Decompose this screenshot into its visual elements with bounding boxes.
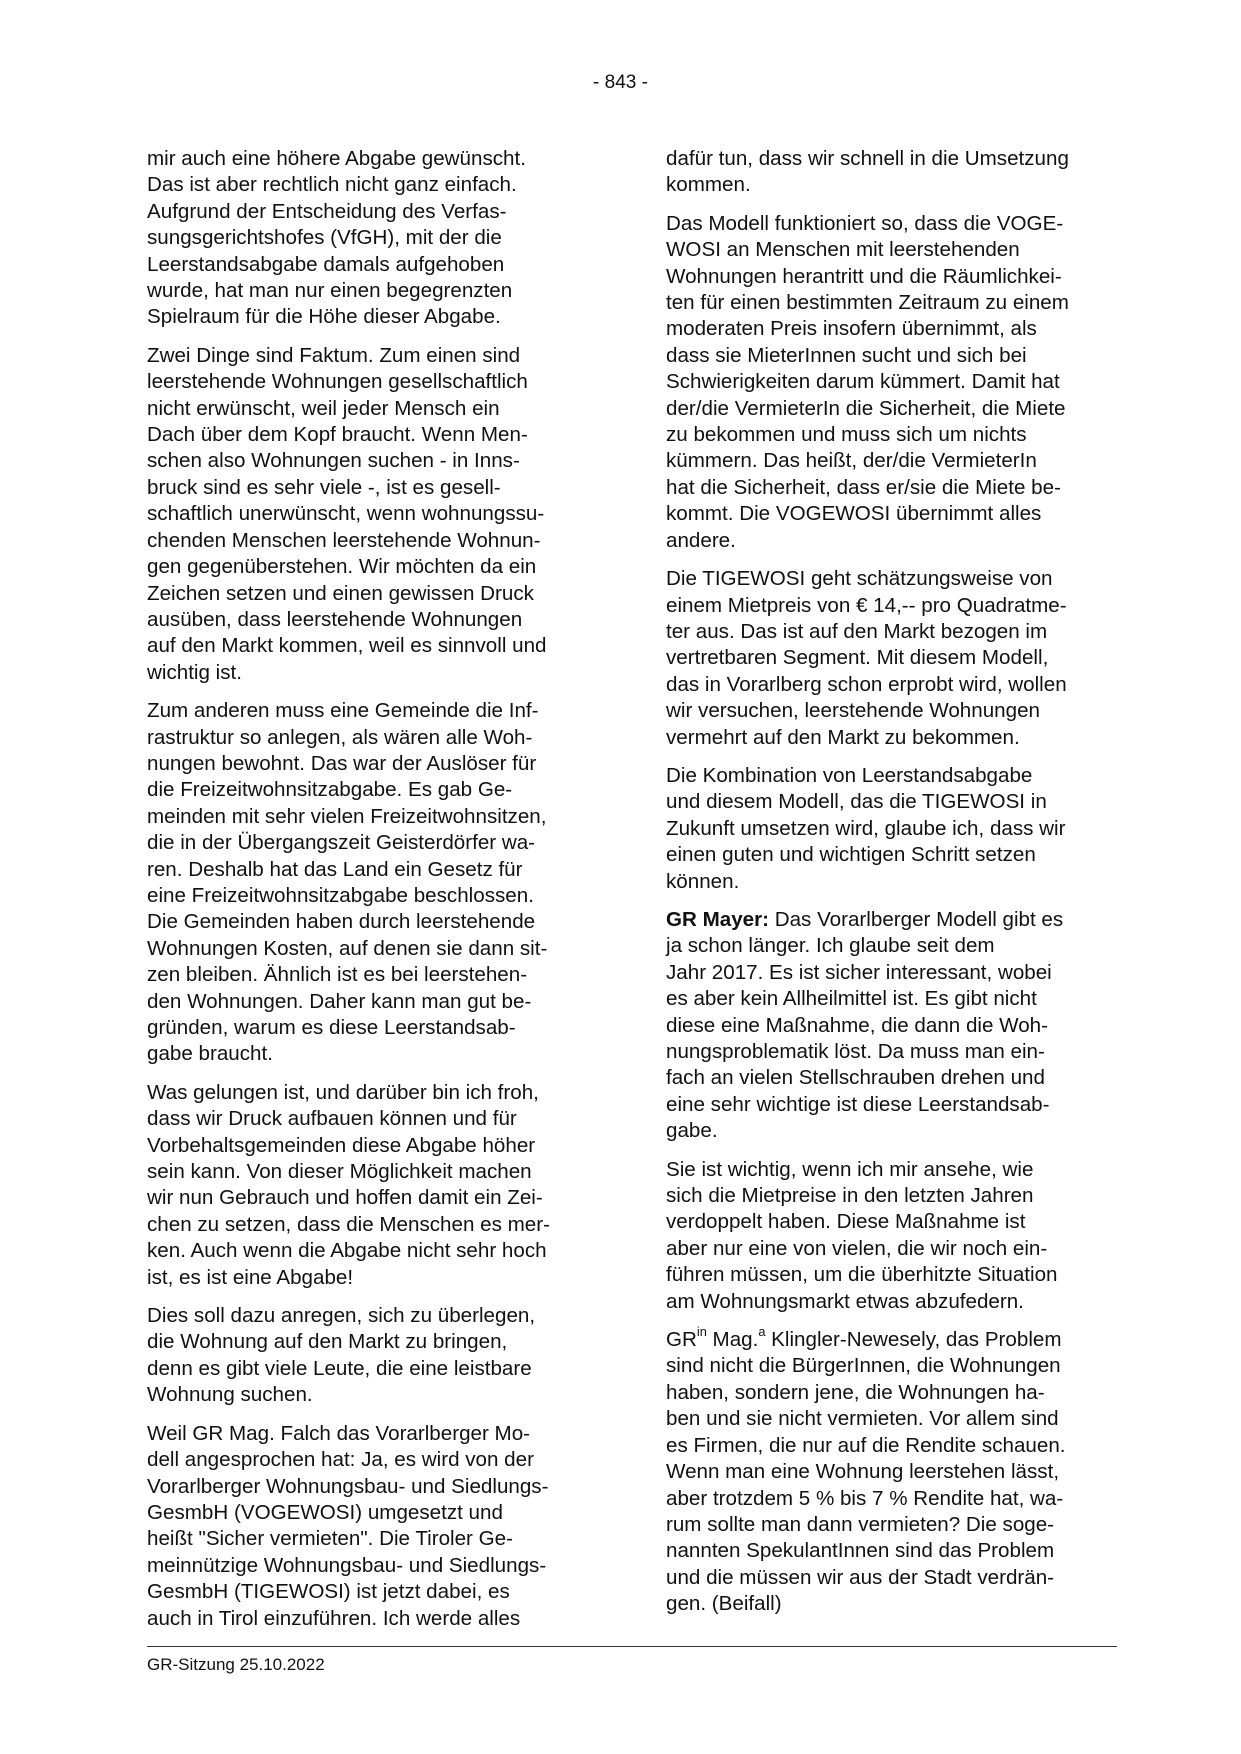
text-line: Wenn man eine Wohnung leerstehen lässt, [666, 1460, 1060, 1484]
text-line: Wohnung suchen. [147, 1383, 313, 1407]
page-number: - 843 - [593, 72, 648, 93]
paragraph [666, 566, 1106, 751]
text-line: Zeichen setzen und einen gewissen Druck [147, 581, 534, 605]
text-line: meinden mit sehr vielen Freizeitwohnsitzen, [147, 804, 547, 828]
paragraph [147, 1303, 587, 1409]
text-line: können. [666, 869, 740, 893]
text-line: heißt "Sicher vermieten". Die Tiroler Ge- [147, 1527, 513, 1551]
text-line: schaftlich unerwünscht, wenn wohnungssu- [147, 502, 545, 526]
text-line: fach an vielen Stellschrauben drehen und [666, 1066, 1045, 1090]
text-line: haben, sondern jene, die Wohnungen ha- [666, 1380, 1045, 1404]
text-line: ren. Deshalb hat das Land ein Gesetz für [147, 857, 523, 881]
paragraph [147, 1421, 587, 1632]
paragraph [147, 698, 587, 1068]
text-line: einem Mietpreis von € 14,-- pro Quadratme- [666, 593, 1067, 617]
text-line: sind nicht die BürgerInnen, die Wohnungen [666, 1354, 1061, 1378]
footer-divider [147, 1646, 1117, 1647]
text-line: dass wir Druck aufbauen können und für [147, 1107, 517, 1131]
text-line: es Firmen, die nur auf die Rendite schauen. [666, 1433, 1066, 1457]
text-line: dass sie MieterInnen sucht und sich bei [666, 343, 1027, 367]
text-line: hat die Sicherheit, dass er/sie die Miete be- [666, 475, 1061, 499]
text-line: wir nun Gebrauch und hoffen damit ein Zei- [147, 1186, 543, 1210]
title-mag-sup: a [758, 1324, 766, 1340]
text-line: ten für einen bestimmten Zeitraum zu einem [666, 291, 1069, 315]
text-line: Wohnungen herantritt und die Räumlichkei- [666, 264, 1062, 288]
title-mag: Mag. [706, 1328, 759, 1352]
text-line: auch in Tirol einzuführen. Ich werde alles [147, 1606, 521, 1630]
text-line: Vorbehaltsgemeinden diese Abgabe höher [147, 1133, 536, 1157]
text-line: Schwierigkeiten darum kümmert. Damit hat [666, 370, 1060, 394]
paragraph [147, 1080, 587, 1291]
text-line: nannten SpekulantInnen sind das Problem [666, 1539, 1055, 1563]
text-line: Wohnungen Kosten, auf denen sie dann sit- [147, 936, 548, 960]
text-line: Zum anderen muss eine Gemeinde die Inf- [147, 699, 539, 723]
text-line: diese eine Maßnahme, die dann die Woh- [666, 1013, 1048, 1037]
title-gr-sup: in [696, 1324, 707, 1340]
title-gr: GR [666, 1328, 697, 1352]
paragraph [666, 1324, 1106, 1617]
text-line: ja schon länger. Ich glaube seit dem [666, 934, 995, 958]
text-line: kommt. Die VOGEWOSI übernimmt alles [666, 502, 1042, 526]
text-line: führen müssen, um die überhitzte Situation [666, 1263, 1058, 1287]
text-line: rastruktur so anlegen, als wären alle Woh- [147, 725, 533, 749]
text-line: leerstehende Wohnungen gesellschaftlich [147, 370, 528, 394]
text-line: kümmern. Das heißt, der/die VermieterIn [666, 449, 1037, 473]
text-line: nungen bewohnt. Das war der Auslöser für [147, 751, 537, 775]
footer-session-date: GR-Sitzung 25.10.2022 [147, 1655, 325, 1674]
text-line: und diesem Modell, das die TIGEWOSI in [666, 790, 1047, 814]
text-line: bruck sind es sehr viele -, ist es gesell- [147, 475, 501, 499]
addressee-text: Klingler-Newesely, das Problem [765, 1328, 1062, 1352]
text-line: Die TIGEWOSI geht schätzungsweise von [666, 567, 1053, 591]
text-line: chenden Menschen leerstehende Wohnun- [147, 528, 541, 552]
text-line: gründen, warum es diese Leerstandsab- [147, 1016, 516, 1039]
text-line: dell angesprochen hat: Ja, es wird von der [147, 1448, 534, 1472]
text-line: chen zu setzen, dass die Menschen es mer- [147, 1212, 550, 1236]
text-line: aber nur eine von vielen, die wir noch ein- [666, 1236, 1048, 1260]
text-line: sich die Mietpreise in den letzten Jahren [666, 1184, 1034, 1208]
paragraph [147, 343, 587, 686]
text-line: das in Vorarlberg schon erprobt wird, wollen [666, 672, 1067, 696]
text-line: Die Gemeinden haben durch leerstehende [147, 910, 536, 934]
text-line: moderaten Preis insofern übernimmt, als [666, 317, 1037, 341]
text-line: eine Freizeitwohnsitzabgabe beschlossen. [147, 883, 534, 907]
text-line: GesmbH (VOGEWOSI) umgesetzt und [147, 1500, 503, 1524]
text-line: ter aus. Das ist auf den Markt bezogen im [666, 619, 1048, 643]
text-line: nicht erwünscht, weil jeder Mensch ein [147, 396, 500, 420]
text-line: mir auch eine höhere Abgabe gewünscht. [147, 147, 526, 170]
text-line: gabe. [666, 1119, 718, 1143]
text-line: wichtig ist. [147, 660, 242, 684]
text-line: Jahr 2017. Es ist sicher interessant, wobei [666, 960, 1052, 984]
text-line: ben und sie nicht vermieten. Vor allem sind [666, 1407, 1059, 1431]
paragraph [147, 146, 587, 331]
text-line: schen also Wohnungen suchen - in Inns- [147, 449, 520, 473]
text-line: eine sehr wichtige ist diese Leerstandsab- [666, 1092, 1050, 1116]
left-column [147, 146, 587, 1644]
text-line: Zukunft umsetzen wird, glaube ich, dass wir [666, 816, 1066, 840]
text-line: andere. [666, 528, 736, 552]
speaker-paragraph [666, 907, 1106, 1145]
text-line: Weil GR Mag. Falch das Vorarlberger Mo- [147, 1421, 531, 1445]
text-line: Was gelungen ist, und darüber bin ich froh, [147, 1080, 539, 1104]
text-line: ausüben, dass leerstehende Wohnungen [147, 607, 523, 631]
text-line: aber trotzdem 5 % bis 7 % Rendite hat, wa- [666, 1486, 1064, 1510]
text-line: die Freizeitwohnsitzabgabe. Es gab Ge- [147, 778, 513, 802]
text-line: vertretbaren Segment. Mit diesem Modell, [666, 646, 1049, 670]
text-line: Die Kombination von Leerstandsabgabe [666, 763, 1033, 787]
text-line: Sie ist wichtig, wenn ich mir ansehe, wie [666, 1157, 1034, 1181]
text-line: Leerstandsabgabe damals aufgehoben [147, 252, 505, 276]
text-line: ist, es ist eine Abgabe! [147, 1265, 354, 1289]
text-line: am Wohnungsmarkt etwas abzufedern. [666, 1289, 1024, 1313]
paragraph [666, 211, 1106, 554]
paragraph [666, 146, 1106, 199]
text-line: Das Modell funktioniert so, dass die VOGE- [666, 211, 1064, 235]
text-line: einen guten und wichtigen Schritt setzen [666, 843, 1036, 867]
text-line: zu bekommen und muss sich um nichts [666, 423, 1027, 447]
text-line: vermehrt auf den Markt zu bekommen. [666, 725, 1020, 749]
text-line: auf den Markt kommen, weil es sinnvoll und [147, 634, 547, 658]
text-line: nungsproblematik löst. Da muss man ein- [666, 1040, 1045, 1063]
text-line: ken. Auch wenn die Abgabe nicht sehr hoch [147, 1239, 547, 1263]
text-line: WOSI an Menschen mit leerstehenden [666, 238, 1020, 262]
text-line [666, 1324, 1106, 1353]
speaker-name: GR Mayer: [666, 907, 769, 931]
text-line: Aufgrund der Entscheidung des Verfas- [147, 199, 507, 223]
text-line: sein kann. Von dieser Möglichkeit machen [147, 1160, 532, 1184]
text-line: die Wohnung auf den Markt zu bringen, [147, 1330, 508, 1354]
text-line: Spielraum für die Höhe dieser Abgabe. [147, 305, 501, 329]
text-line: wurde, hat man nur einen begegrenzten [147, 279, 513, 303]
text-line: Zwei Dinge sind Faktum. Zum einen sind [147, 343, 521, 367]
speaker-text: Das Vorarlberger Modell gibt es [769, 907, 1064, 931]
text-line: Vorarlberger Wohnungsbau- und Siedlungs- [147, 1474, 549, 1498]
paragraph [666, 1157, 1106, 1315]
text-line: Dies soll dazu anregen, sich zu überlegen, [147, 1304, 536, 1328]
right-column [666, 146, 1106, 1630]
text-line: verdoppelt haben. Diese Maßnahme ist [666, 1210, 1026, 1234]
text-line [666, 907, 1106, 933]
text-line: wir versuchen, leerstehende Wohnungen [666, 699, 1040, 723]
text-line: gen gegenüberstehen. Wir möchten da ein [147, 555, 537, 579]
text-line: dafür tun, dass wir schnell in die Umsetzung [666, 147, 1069, 170]
text-line: und die müssen wir aus der Stadt verdrän- [666, 1565, 1055, 1589]
text-line: gabe braucht. [147, 1042, 273, 1066]
text-line: gen. (Beifall) [666, 1592, 782, 1616]
text-line: kommen. [666, 173, 751, 197]
text-line: die in der Übergangszeit Geisterdörfer wa- [147, 831, 536, 855]
text-line: den Wohnungen. Daher kann man gut be- [147, 989, 532, 1013]
text-line: rum sollte man dann vermieten? Die soge- [666, 1512, 1055, 1536]
text-line: GesmbH (TIGEWOSI) ist jetzt dabei, es [147, 1580, 510, 1604]
text-line: sungsgerichtshofes (VfGH), mit der die [147, 226, 502, 250]
paragraph [666, 763, 1106, 895]
text-line: der/die VermieterIn die Sicherheit, die Miete [666, 396, 1066, 420]
text-line: meinnützige Wohnungsbau- und Siedlungs- [147, 1553, 547, 1577]
text-line: Dach über dem Kopf braucht. Wenn Men- [147, 423, 528, 447]
text-line: zen bleiben. Ähnlich ist es bei leerstehen- [147, 963, 528, 987]
text-line: denn es gibt viele Leute, die eine leistbare [147, 1356, 532, 1380]
text-line: es aber kein Allheilmittel ist. Es gibt nicht [666, 987, 1037, 1011]
text-line: Das ist aber rechtlich nicht ganz einfach. [147, 173, 517, 197]
